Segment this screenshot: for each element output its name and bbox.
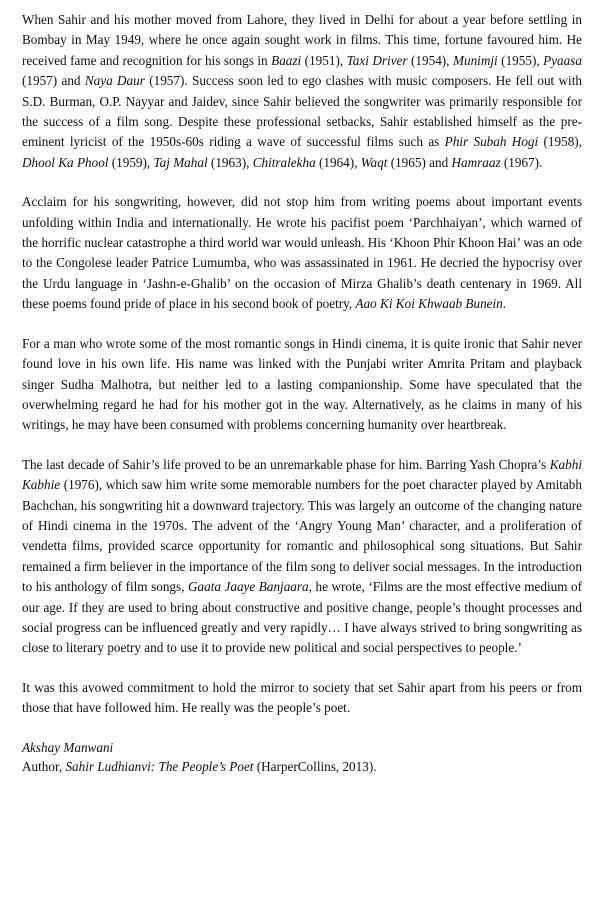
italic-title: Chitralekha bbox=[252, 154, 316, 170]
italic-title: Aao Ki Koi Khwaab Bunein bbox=[355, 296, 503, 312]
paragraph-3 bbox=[22, 334, 582, 436]
text-run: Acclaim for his songwriting, however, did not stop him from writing poems about important events unfolding within India and internationally. He wrote his pacifist poem ‘Parchhaiyan’, which warned of the horrific nuclear catastrophe a third world war would unleash. His ‘Khoon Phir Khoon Hai’ was an ode to the Congolese leader Patrice Lumumba, who was assassinated in 1961. He decried the hypocrisy over the Urdu language in ‘Jashn-e-Ghalib’ on the occasion of Mirza Ghalib’s death centenary in 1969. All these poems found pride of place in his second book of poetry, bbox=[22, 194, 582, 312]
paragraph-5 bbox=[22, 678, 582, 719]
italic-title: Phir Subah Hogi bbox=[444, 134, 539, 150]
italic-title: Naya Daur bbox=[84, 73, 145, 89]
text-run: The last decade of Sahir’s life proved to be an unremarkable phase for him. Barring Yash Chopra’s bbox=[22, 456, 550, 472]
italic-title: Hamraaz bbox=[451, 154, 501, 170]
text-run: (1958), bbox=[538, 134, 582, 150]
paragraph-2 bbox=[22, 192, 582, 314]
signature-block bbox=[22, 738, 582, 776]
text-run: (1959), bbox=[108, 154, 154, 170]
italic-title: Kabhi Kabhie bbox=[22, 456, 582, 493]
text-run: It was this avowed commitment to hold the mirror to society that set Sahir apart from his peers or from those that have followed him. He really was the people’s poet. bbox=[22, 679, 582, 716]
text-run: , he wrote, ‘Films are the most effective medium of our age. If they are used to bring about constructive and positive change, people’s thought processes and social progress can be influenced greatly and very rapidly… I have always strived to bring songwriting as close to literary poetry and to use it to provide new political and social perspectives to people.’ bbox=[22, 579, 582, 656]
text-run: (1967). bbox=[500, 154, 543, 170]
italic-title: Baazi bbox=[271, 52, 302, 68]
text-run: For a man who wrote some of the most romantic songs in Hindi cinema, it is quite ironic that Sahir never found love in his own life. His name was linked with the Punjabi writer Amrita Pritam and playback singer Sudha Malhotra, but neither led to a lasting companionship. Some have speculated that the overwhelming regard he had for his mother got in the way. Alternatively, as he claims in many of his writings, he may have been consumed with problems concerning humanity over heartbreak. bbox=[22, 335, 582, 433]
text-run: (1951), bbox=[301, 52, 347, 68]
text-run: (1955), bbox=[497, 52, 544, 68]
book-title: Sahir Ludhianvi: The People’s Poet bbox=[65, 758, 254, 774]
text-run: (1957) and bbox=[22, 73, 85, 89]
text-run: (1957). Success soon led to ego clashes with music composers. He fell out with S.D. Burman, O.P. Nayyar and Jaidev, since Sahir believed the songwriter was primarily responsible for the success of a film song. Despite these professional setbacks, Sahir established himself as the pre-eminent lyricist of the 1950s-60s riding a wave of successful films such as bbox=[22, 73, 582, 150]
text-run: (1963), bbox=[207, 154, 253, 170]
author-credit: Author, Sahir Ludhianvi: The People’s Poet (HarperCollins, 2013). bbox=[22, 758, 377, 774]
text-run: . bbox=[502, 296, 507, 312]
paragraph-1 bbox=[22, 10, 582, 173]
document-page bbox=[22, 10, 582, 776]
text-run: (1964), bbox=[315, 154, 361, 170]
italic-title: Taj Mahal bbox=[153, 154, 208, 170]
italic-title: Waqt bbox=[360, 154, 388, 170]
italic-title: Munimji bbox=[452, 52, 498, 68]
text-run: When Sahir and his mother moved from Lahore, they lived in Delhi for about a year before settling in Bombay in May 1949, where he once again sought work in films. This time, fortune favoured him. He received fame and recognition for his songs in bbox=[22, 12, 582, 68]
text-run: (1954), bbox=[407, 52, 453, 68]
paragraph-4 bbox=[22, 455, 582, 659]
text-run: (1976), which saw him write some memorable numbers for the poet character played by Amitabh Bachchan, his songwriting hit a downward trajectory. This was largely an outcome of the changing nature of Hindi cinema in the 1970s. The advent of the ‘Angry Young Man’ character, and a proliferation of vendetta films, provided scarce opportunity for romantic and philosophical song situations. But Sahir remained a firm believer in the importance of the film song to deliver social messages. In the introduction to his anthology of film songs, bbox=[22, 477, 582, 595]
text-run: (1965) and bbox=[387, 154, 452, 170]
author-name: Akshay Manwani bbox=[22, 739, 114, 755]
article-body bbox=[22, 10, 582, 719]
italic-title: Taxi Driver bbox=[346, 52, 408, 68]
italic-title: Pyaasa bbox=[543, 52, 582, 68]
italic-title: Gaata Jaaye Banjaara bbox=[187, 579, 309, 595]
italic-title: Dhool Ka Phool bbox=[22, 154, 109, 170]
